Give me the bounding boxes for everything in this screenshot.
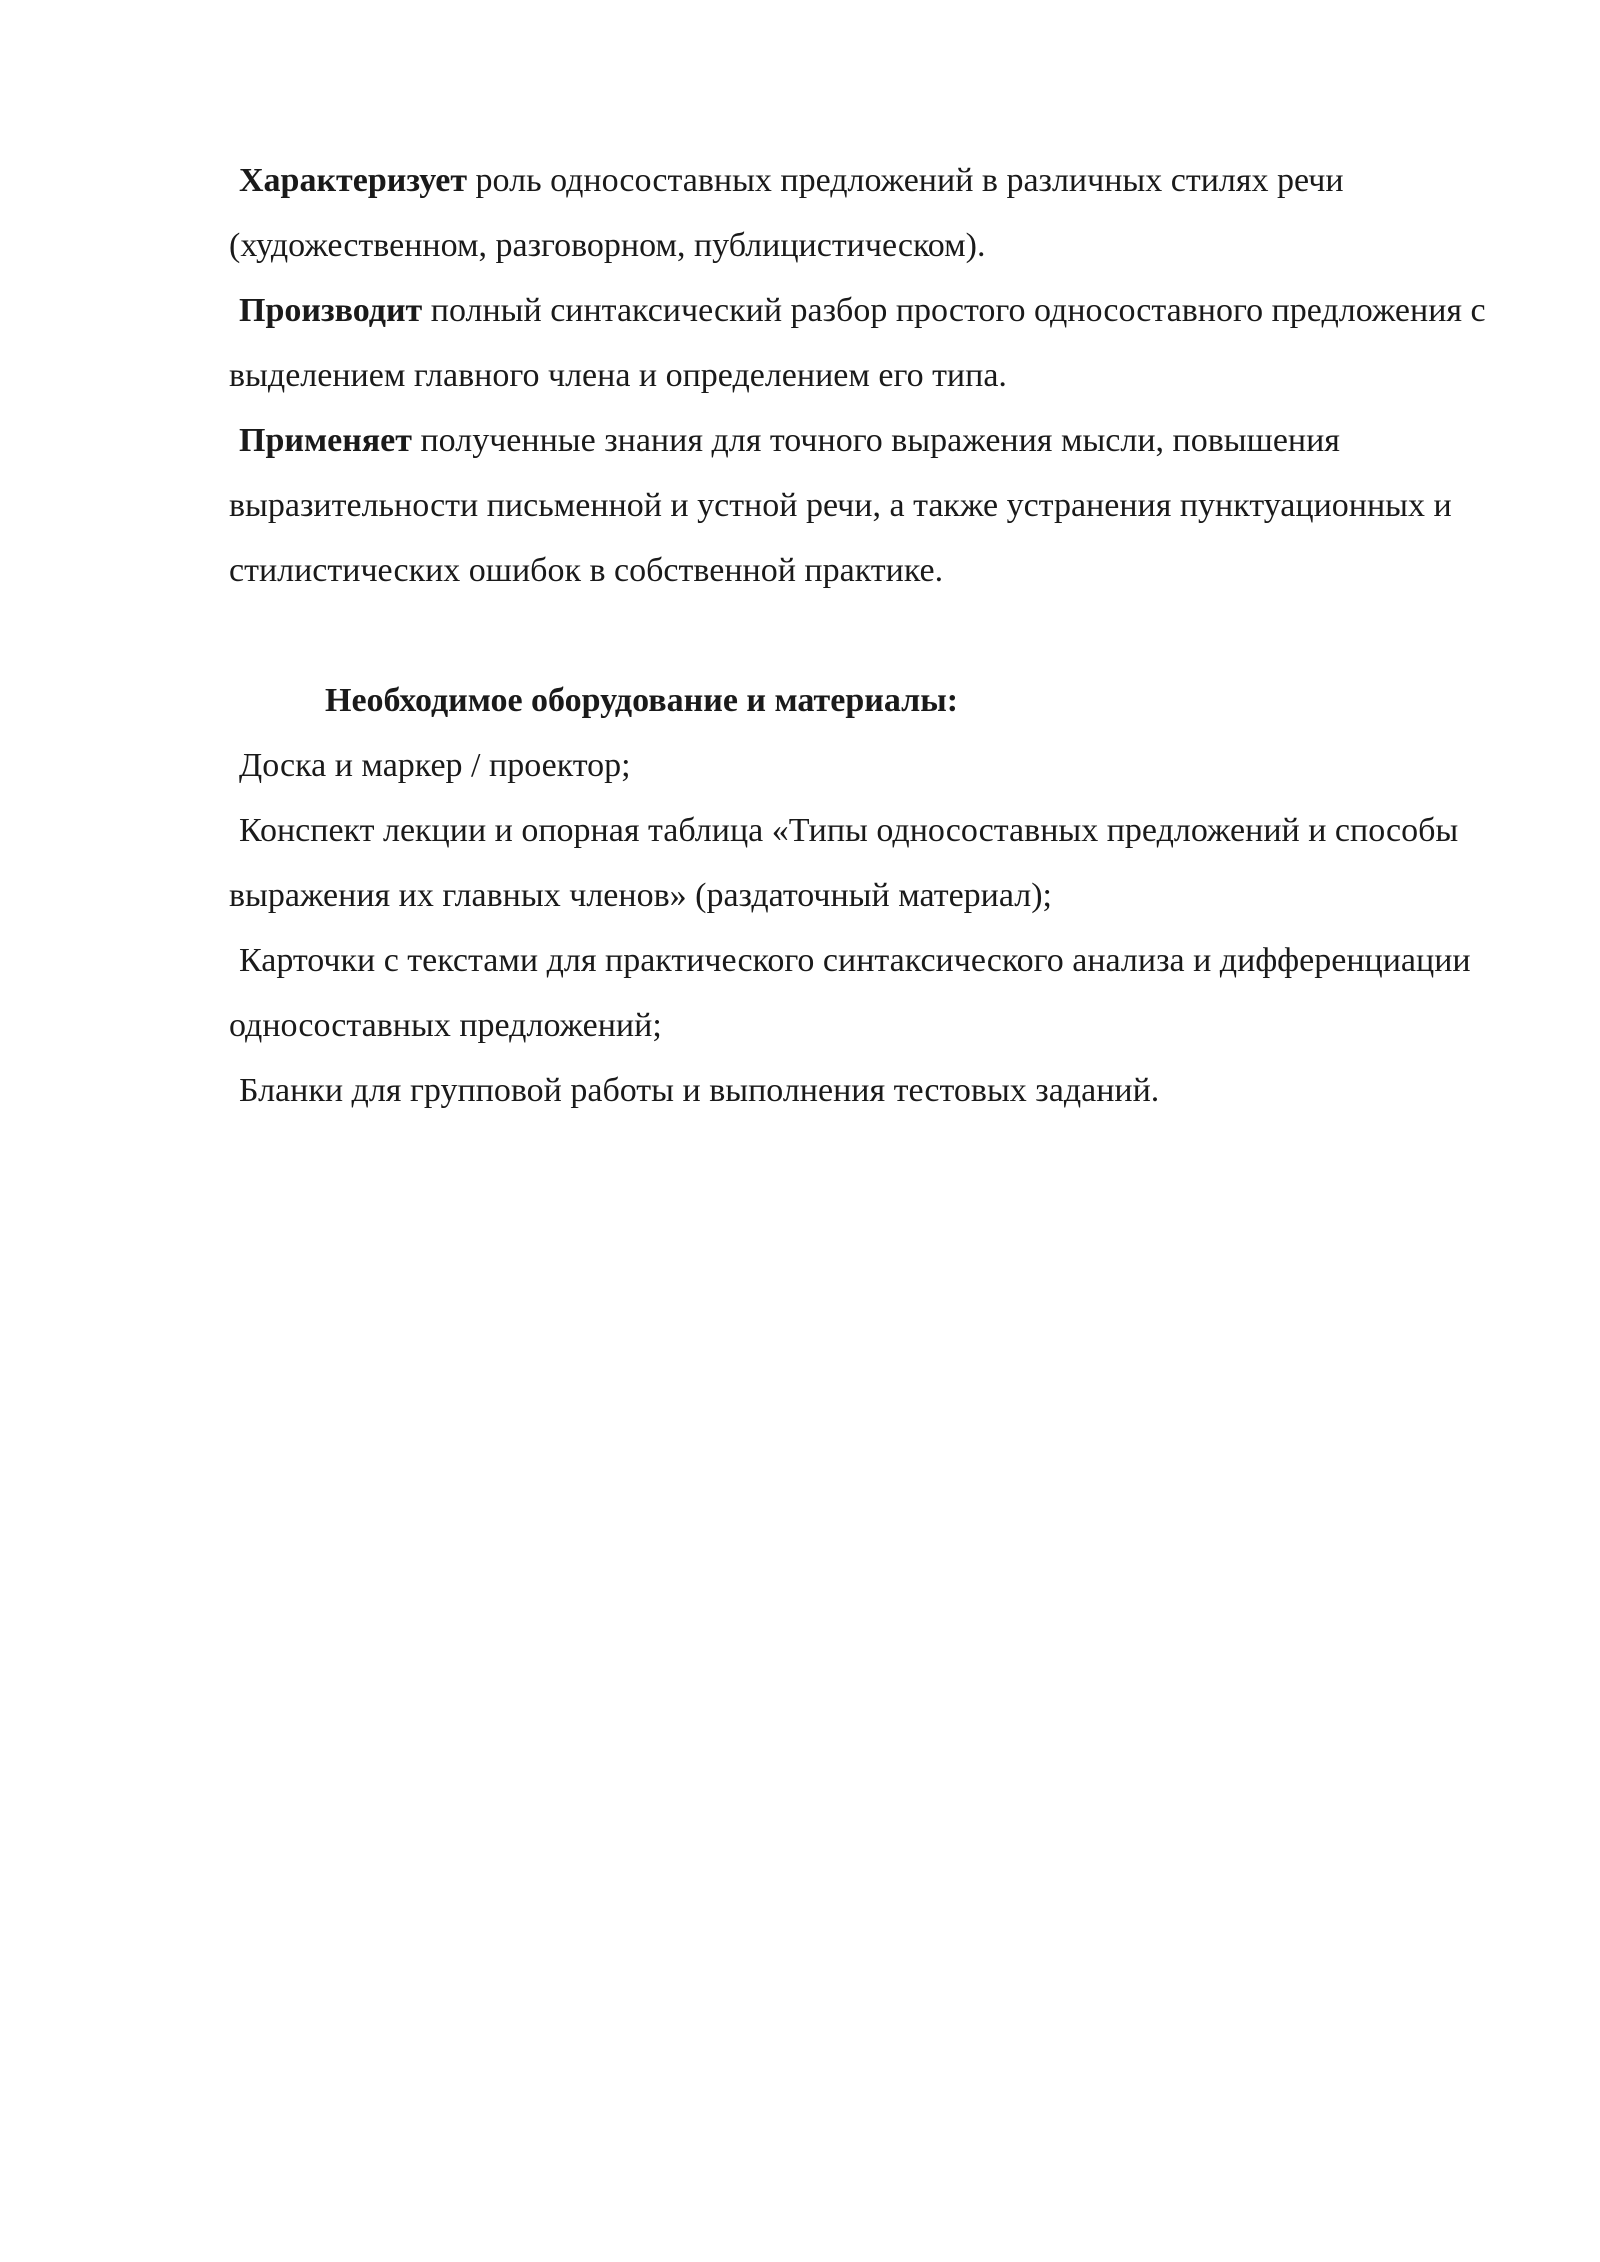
equipment-item: Доска и маркер / проектор; bbox=[239, 747, 631, 784]
outcome-term: Характеризует bbox=[239, 162, 468, 199]
outcome-term: Производит bbox=[239, 292, 423, 329]
equipment-heading: Необходимое оборудование и материалы: bbox=[325, 682, 959, 719]
outcome-paragraph-characterizes bbox=[229, 148, 1499, 278]
outcome-text: полный синтаксический разбор простого односоставного предложения с выделением главного члена и определением его типа. bbox=[229, 292, 1486, 394]
outcome-paragraph-performs bbox=[229, 278, 1499, 408]
document-body bbox=[229, 148, 1499, 1123]
equipment-item: Бланки для групповой работы и выполнения тестовых заданий. bbox=[239, 1072, 1160, 1109]
outcome-text: роль односоставных предложений в различных стилях речи (художественном, разговорном, публицистическом). bbox=[229, 162, 1344, 264]
blank-line bbox=[229, 603, 1499, 668]
outcome-text: полученные знания для точного выражения мысли, повышения выразительности письменной и устной речи, а также устранения пунктуационных и стилистических ошибок в собственной практике. bbox=[229, 422, 1452, 589]
outcome-paragraph-applies bbox=[229, 408, 1499, 603]
equipment-item: Конспект лекции и опорная таблица «Типы односоставных предложений и способы выражения их главных членов» (раздаточный материал); bbox=[229, 812, 1459, 914]
equipment-item: Карточки с текстами для практического синтаксического анализа и дифференциации односоставных предложений; bbox=[229, 942, 1471, 1044]
outcome-term: Применяет bbox=[239, 422, 412, 459]
